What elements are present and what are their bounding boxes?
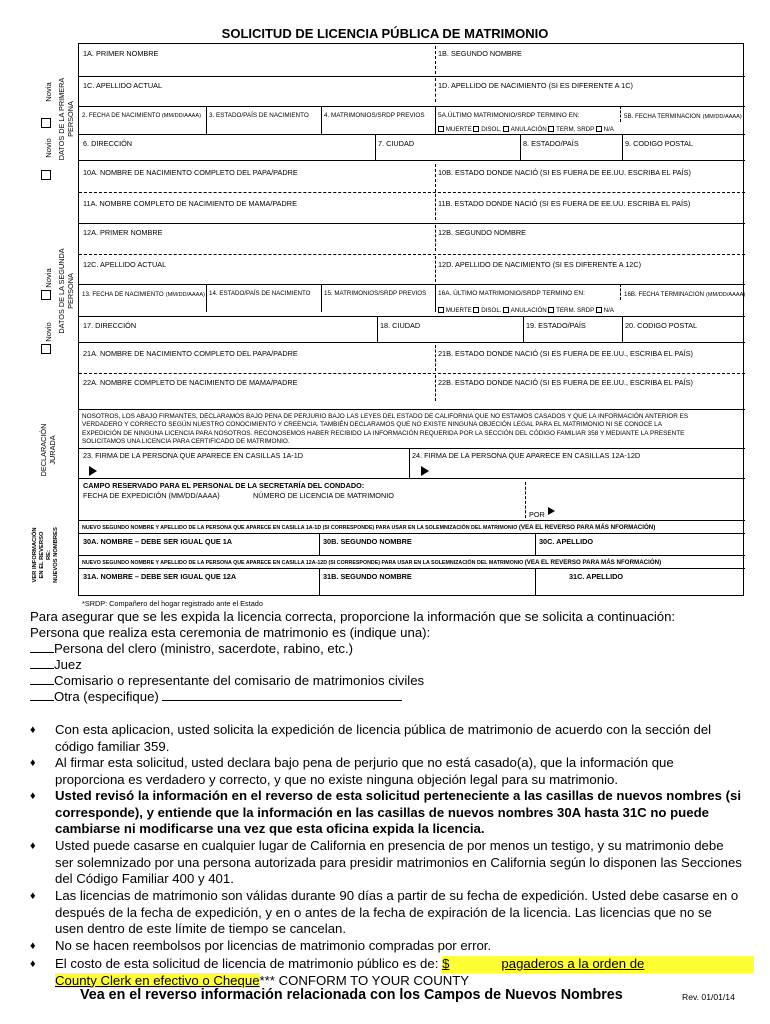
field-10b-label: 10B. ESTADO DONDE NACIÓ (SI ES FUERA DE EE.UU. ESCRIBA EL PAÍS) bbox=[438, 168, 691, 177]
srdp-footnote: *SRDP: Compañero del hogar registrado ante el Estado bbox=[82, 599, 263, 608]
field-1a-label: 1A. PRIMER NOMBRE bbox=[83, 49, 159, 58]
option-muerte-checkbox-2[interactable] bbox=[438, 307, 444, 313]
newnames-heading-2: NUEVO SEGUNDO NOMBRE Y APELLIDO DE LA PERSONA QUE APARECE EN CASILLA 12A-12D (SI CORRESPONDE) PARA USAR EN LA SOLEMNIZACIÓN DEL MATRIMONIO (VEA EL REVERSO PARA MÁS NFORMACIÓN) bbox=[82, 559, 662, 566]
field-31a-label: 31A. NOMBRE – DEBE SER IGUAL QUE 12A bbox=[83, 572, 237, 581]
field-11b-label: 11B. ESTADO DONDE NACIÓ (SI ES FUERA DE EE.UU. ESCRIBA EL PAÍS) bbox=[438, 199, 691, 208]
novio-label-2: Novio bbox=[44, 322, 53, 342]
diamond-bullet-icon: ♦ bbox=[30, 958, 36, 970]
field-30a-label: 30A. NOMBRE – DEBE SER IGUAL QUE 1A bbox=[83, 537, 233, 546]
diamond-bullet-icon: ♦ bbox=[30, 724, 36, 736]
option-term-srdp-checkbox[interactable] bbox=[548, 126, 554, 132]
option-anulacion-checkbox[interactable] bbox=[503, 126, 509, 132]
county-fecha-label: FECHA DE EXPEDICIÓN (MM/DD/AAAA) bbox=[83, 491, 220, 500]
field-16b-label: 16B. FECHA TERMINACION (MM/DD/AAAA) bbox=[624, 291, 746, 298]
novia-checkbox-2[interactable] bbox=[41, 290, 51, 300]
field-30b-label: 30B. SEGUNDO NOMBRE bbox=[323, 537, 412, 546]
field-13-label: 13. FECHA DE NACIMIENTO (MM/DD/AAAA) bbox=[82, 291, 205, 298]
field-22a-label: 22A. NOMBRE COMPLETO DE NACIMIENTO DE MAMA/PADRE bbox=[83, 378, 298, 387]
field-15-label: 15. MATRIMONIOS/SRDP PREVIOS bbox=[324, 290, 427, 297]
county-numero-label: NÚMERO DE LICENCIA DE MATRIMONIO bbox=[253, 491, 394, 500]
field-6-label: 6. DIRECCIÓN bbox=[83, 139, 133, 148]
officiant-option-commissioner[interactable]: Comisario o representante del comisario de matrimonios civiles bbox=[30, 673, 424, 690]
field-5a-options: MUERTE DISOL. ANULACIÓN TERM. SRDP N/A bbox=[438, 125, 614, 134]
field-4-label: 4. MATRIMONIOS/SRDP PREVIOS bbox=[324, 112, 425, 119]
option-term-srdp-checkbox-2[interactable] bbox=[548, 307, 554, 313]
field-23-label: 23. FIRMA DE LA PERSONA QUE APARECE EN CASILLAS 1A-1D bbox=[83, 451, 304, 460]
diamond-bullet-icon: ♦ bbox=[30, 940, 36, 952]
field-11a-label: 11A. NOMBRE COMPLETO DE NACIMIENTO DE MAMA/PADRE bbox=[83, 199, 297, 208]
officiant-option-other[interactable]: Otra (especifique) bbox=[30, 689, 402, 706]
field-31c-label: 31C. APELLIDO bbox=[569, 572, 624, 581]
intro-line-2: Persona que realiza esta ceremonia de matrimonio es (indique una): bbox=[30, 625, 431, 640]
county-por-label: POR bbox=[529, 510, 545, 519]
field-31b-label: 31B. SEGUNDO NOMBRE bbox=[323, 572, 412, 581]
declaration-text: NOSOTROS, LOS ABAJO FIRMANTES, DECLARAMOS BAJO PENA DE PERJURIO BAJO LAS LEYES DEL ESTADO DE CALIFORNIA QUE NO ESTAMOS CASADOS Y QUE LA INFORMACIÓN ANTERIOR ES VERDADERO Y CORRECTO SEGÚN NUESTRO CONOCIMIENTO Y CREENCIA. TAMBIÉN DECLARAMOS QUE NO EXISTE NINGUNA OBJECIÓN LEGAL PARA EL MATRIMONIO NI SE CONOCE LA EXPEDICIÓN DE NINGUNA LICENCIA PARA NOSOTROS. RECONOSEMOS HABER RECIBIDO LA INFORMACIÓN REQUERIDA POR LA SECCIÓN DEL CÓDIGO FAMILIAR 358 Y MEDIANTE LA PRESENTE SOLICITAMOS UNA LICENCIA PARA CERTIFICADO DE MATRIMONIO. bbox=[82, 413, 689, 446]
field-18-label: 18. CIUDAD bbox=[380, 321, 421, 330]
field-3-label: 3. ESTADO/PAÍS DE NACIMIENTO bbox=[209, 112, 309, 119]
field-12b-label: 12B. SEGUNDO NOMBRE bbox=[438, 228, 526, 237]
field-5a-label: 5A.ÚLTIMO MATRIMONIO/SRDP TERMINO EN: bbox=[438, 112, 580, 119]
sign-here-arrow-icon bbox=[89, 466, 97, 476]
field-1c-label: 1C. APELLIDO ACTUAL bbox=[83, 81, 163, 90]
field-14-label: 14. ESTADO/PAÍS DE NACIMIENTO bbox=[209, 290, 311, 297]
field-21b-label: 21B. ESTADO DONDE NACIÓ (SI ES FUERA DE EE.UU., ESCRIBA EL PAÍS) bbox=[438, 349, 693, 358]
novia-label-1: Novia bbox=[44, 82, 53, 102]
side-label-declaracion: DECLARACIÓN JURADA bbox=[39, 423, 57, 477]
side-label-persona1: DATOS DE LA PRIMERA PERSONA bbox=[57, 77, 75, 161]
diamond-bullet-icon: ♦ bbox=[30, 790, 36, 802]
diamond-bullet-icon: ♦ bbox=[30, 890, 36, 902]
field-1d-label: 1D. APELLIDO DE NACIMIENTO (SI ES DIFERENTE A 1C) bbox=[438, 81, 633, 90]
field-19-label: 19. ESTADO/PAÍS bbox=[526, 321, 586, 330]
intro-line-1: Para asegurar que se les expida la licencia correcta, proporcione la información que se solicita a continuación: bbox=[30, 609, 676, 624]
option-anulacion-checkbox-2[interactable] bbox=[503, 307, 509, 313]
application-form bbox=[78, 43, 744, 596]
field-12a-label: 12A. PRIMER NOMBRE bbox=[83, 228, 163, 237]
option-muerte-checkbox[interactable] bbox=[438, 126, 444, 132]
field-9-label: 9. CODIGO POSTAL bbox=[625, 139, 693, 148]
field-22b-label: 22B. ESTADO DONDE NACIÓ (SI ES FUERA DE EE.UU., ESCRIBA EL PAÍS) bbox=[438, 378, 693, 387]
diamond-bullet-icon: ♦ bbox=[30, 840, 36, 852]
field-8-label: 8. ESTADO/PAÍS bbox=[523, 139, 579, 148]
por-arrow-icon bbox=[548, 507, 555, 515]
field-12d-label: 12D. APELLIDO DE NACIMIENTO (SI ES DIFERENTE A 12C) bbox=[438, 260, 642, 269]
field-10a-label: 10A. NOMBRE DE NACIMIENTO COMPLETO DEL PAPA/PADRE bbox=[83, 168, 298, 177]
field-30c-label: 30C. APELLIDO bbox=[539, 537, 594, 546]
novio-checkbox-1[interactable] bbox=[41, 170, 51, 180]
county-heading: CAMPO RESERVADO PARA EL PERSONAL DE LA SECRETARÍA DEL CONDADO: bbox=[83, 481, 365, 490]
field-1b-label: 1B. SEGUNDO NOMBRE bbox=[438, 49, 522, 58]
field-2-label: 2. FECHA DE NACIMIENTO (MM/DD/AAAA) bbox=[82, 112, 201, 119]
side-label-persona2: DATOS DE LA SEGUNDA PERSONA bbox=[57, 248, 75, 334]
form-title: SOLICITUD DE LICENCIA PÚBLICA DE MATRIMONIO bbox=[221, 26, 549, 41]
footer-note: Vea en el reverso información relacionada con los Campos de Nuevos Nombres bbox=[80, 987, 623, 1003]
field-21a-label: 21A. NOMBRE DE NACIMIENTO COMPLETO DEL PAPA/PADRE bbox=[83, 349, 298, 358]
field-20-label: 20. CODIGO POSTAL bbox=[625, 321, 698, 330]
newnames-heading-1: NUEVO SEGUNDO NOMBRE Y APELLIDO DE LA PERSONA QUE APARECE EN CASILLA 1A-1D (SI CORRESPONDE) PARA USAR EN LA SOLEMNIZACIÓN DEL MATRIMONIO (VEA EL REVERSO PARA MÁS NFORMACIÓN) bbox=[82, 524, 656, 531]
field-17-label: 17. DIRECCIÓN bbox=[83, 321, 137, 330]
side-label-nuevos-nombres: VER INFORMACIÓN EN EL REVERSO RE: NUEVOS NOMBRES bbox=[32, 527, 59, 583]
officiant-option-judge[interactable]: Juez bbox=[30, 657, 82, 674]
novio-label-1: Novio bbox=[44, 138, 53, 158]
novia-label-2: Novia bbox=[44, 268, 53, 288]
revision-label: Rev. 01/01/14 bbox=[682, 992, 735, 1002]
field-12c-label: 12C. APELLIDO ACTUAL bbox=[83, 260, 167, 269]
option-na-checkbox[interactable] bbox=[596, 126, 602, 132]
officiant-option-clergy[interactable]: Persona del clero (ministro, sacerdote, rabino, etc.) bbox=[30, 641, 353, 658]
novia-checkbox-1[interactable] bbox=[41, 118, 51, 128]
option-disol-checkbox-2[interactable] bbox=[473, 307, 479, 313]
sign-here-arrow-icon-2 bbox=[421, 466, 429, 476]
option-na-checkbox-2[interactable] bbox=[596, 307, 602, 313]
option-disol-checkbox[interactable] bbox=[473, 126, 479, 132]
field-16a-label: 16A. ÚLTIMO MATRIMONIO/SRDP TERMINO EN: bbox=[438, 290, 585, 297]
diamond-bullet-icon: ♦ bbox=[30, 757, 36, 769]
field-7-label: 7. CIUDAD bbox=[378, 139, 415, 148]
novio-checkbox-2[interactable] bbox=[41, 344, 51, 354]
field-5b-label: 5B. FECHA TERMINACION (MM/DD/AAAA) bbox=[624, 113, 742, 120]
field-24-label: 24. FIRMA DE LA PERSONA QUE APARECE EN CASILLAS 12A-12D bbox=[412, 451, 641, 460]
field-16a-options: MUERTE DISOL. ANULACIÓN TERM. SRDP N/A bbox=[438, 306, 614, 315]
